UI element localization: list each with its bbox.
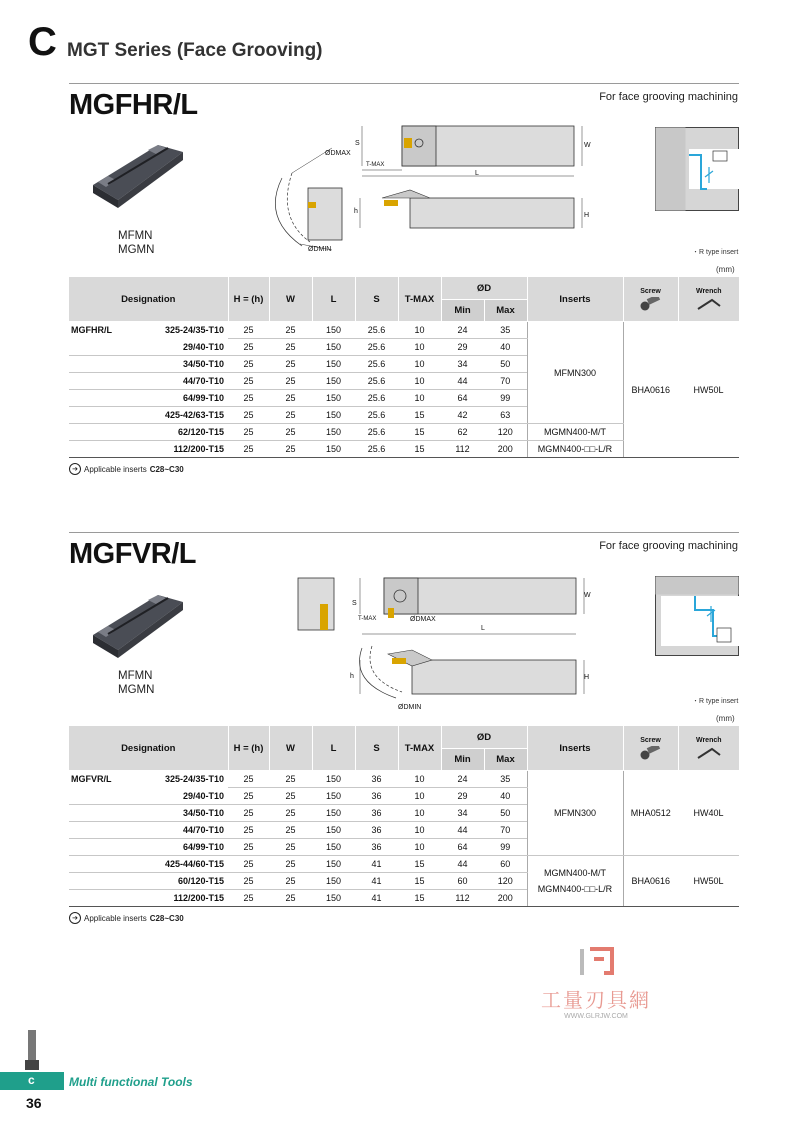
col-inserts: Inserts (527, 726, 623, 771)
cell-t: 15 (398, 890, 441, 907)
cell-h: 25 (228, 339, 269, 356)
section-title: MGFVR/L (69, 538, 196, 570)
col-w: W (269, 726, 312, 771)
col-screw-label: Screw (640, 736, 661, 744)
cell-w: 25 (269, 788, 312, 805)
cell-max: 200 (484, 441, 527, 458)
tool-icon (22, 1030, 42, 1072)
page-number: 36 (26, 1095, 42, 1111)
col-od-min: Min (441, 300, 484, 322)
cell-min: 34 (441, 805, 484, 822)
cell-w: 25 (269, 407, 312, 424)
applicable-label: Applicable inserts (84, 464, 147, 474)
cell-max: 35 (484, 322, 527, 339)
cell-max: 70 (484, 822, 527, 839)
r-type-note: ・R type insert (692, 698, 739, 705)
row-code: 64/99-T10 (69, 839, 228, 856)
cell-h: 25 (228, 407, 269, 424)
cell-s: 25.6 (355, 339, 398, 356)
dim-s: S (352, 600, 357, 607)
cell-h: 25 (228, 356, 269, 373)
section-divider (69, 83, 739, 84)
cell-s: 36 (355, 822, 398, 839)
wrench-icon (696, 297, 722, 311)
watermark (528, 945, 664, 1020)
cell-t: 10 (398, 339, 441, 356)
footer-section-name: Multi functional Tools (69, 1075, 193, 1089)
cell-w: 25 (269, 441, 312, 458)
cell-h: 25 (228, 390, 269, 407)
cell-min: 44 (441, 822, 484, 839)
cell-insert: MFMN300 (527, 322, 623, 424)
dim-dmax: ØDMAX (325, 150, 351, 157)
cell-s: 25.6 (355, 356, 398, 373)
cell-l: 150 (312, 339, 355, 356)
insert-b1: MGMN400-M/T (543, 868, 606, 878)
cell-l: 150 (312, 424, 355, 441)
cell-s: 41 (355, 890, 398, 907)
cell-h: 25 (228, 441, 269, 458)
chapter-letter: C (28, 20, 57, 64)
application-drawing (655, 576, 739, 656)
col-od: ØD (441, 277, 527, 300)
cell-wrench: HW40L (678, 771, 739, 856)
cell-h: 25 (228, 805, 269, 822)
arrow-circle-icon: ➔ (69, 463, 81, 475)
row-code: 34/50-T10 (69, 356, 228, 373)
col-designation: Designation (69, 277, 228, 322)
row-code: 34/50-T10 (69, 805, 228, 822)
dim-dmin: ØDMIN (308, 246, 332, 253)
cell-max: 63 (484, 407, 527, 424)
page-title: MGT Series (Face Grooving) (67, 40, 323, 61)
row-code: 60/120-T15 (69, 873, 228, 890)
cell-w: 25 (269, 873, 312, 890)
dim-tmax: T-MAX (358, 616, 377, 622)
cell-h: 25 (228, 373, 269, 390)
cell-min: 62 (441, 424, 484, 441)
insert-label-mfmn: MFMN (118, 230, 153, 242)
cell-max: 40 (484, 339, 527, 356)
cell-w: 25 (269, 322, 312, 339)
row-code: 64/99-T10 (69, 390, 228, 407)
cell-l: 150 (312, 441, 355, 458)
dim-l: L (481, 625, 485, 632)
cell-t: 10 (398, 788, 441, 805)
applicable-ref: C28~C30 (149, 464, 184, 474)
row-code: 325-24/35-T10 (164, 325, 224, 335)
cell-min: 60 (441, 873, 484, 890)
cell-w: 25 (269, 771, 312, 788)
chapter-tab[interactable] (0, 1072, 64, 1090)
row-code: 112/200-T15 (69, 441, 228, 458)
insert-label-mfmn: MFMN (118, 670, 153, 682)
row-code: 44/70-T10 (69, 373, 228, 390)
cell-min: 29 (441, 788, 484, 805)
cell-l: 150 (312, 356, 355, 373)
applicable-ref: C28~C30 (149, 913, 184, 923)
row-code: 29/40-T10 (69, 339, 228, 356)
cell-t: 10 (398, 356, 441, 373)
cell-s: 25.6 (355, 373, 398, 390)
screw-icon (640, 297, 662, 311)
cell-l: 150 (312, 839, 355, 856)
section-divider (69, 532, 739, 533)
cell-t: 10 (398, 771, 441, 788)
cell-t: 15 (398, 407, 441, 424)
cell-wrench: HW50L (678, 856, 739, 907)
dim-l: L (475, 170, 479, 177)
cell-w: 25 (269, 822, 312, 839)
cell-h: 25 (228, 873, 269, 890)
col-od-min: Min (441, 749, 484, 771)
applicable-label: Applicable inserts (84, 913, 147, 923)
cell-screw: BHA0616 (623, 856, 678, 907)
cell-h: 25 (228, 890, 269, 907)
cell-max: 60 (484, 856, 527, 873)
cell-min: 64 (441, 839, 484, 856)
cell-l: 150 (312, 322, 355, 339)
cell-w: 25 (269, 424, 312, 441)
cell-max: 50 (484, 356, 527, 373)
cell-min: 44 (441, 856, 484, 873)
col-s: S (355, 726, 398, 771)
row-code: 112/200-T15 (69, 890, 228, 907)
holder-drawing (292, 574, 607, 714)
col-s: S (355, 277, 398, 322)
cell-w: 25 (269, 839, 312, 856)
col-screw-label: Screw (640, 287, 661, 295)
insert-labels (118, 669, 154, 697)
arrow-circle-icon: ➔ (69, 912, 81, 924)
row-code: 44/70-T10 (69, 822, 228, 839)
cell-t: 10 (398, 822, 441, 839)
col-designation: Designation (69, 726, 228, 771)
holder-drawing (262, 118, 607, 258)
cell-w: 25 (269, 856, 312, 873)
col-tmax: T-MAX (398, 277, 441, 322)
cell-s: 25.6 (355, 322, 398, 339)
cell-t: 15 (398, 424, 441, 441)
dim-dmax: ØDMAX (410, 616, 436, 623)
cell-max: 70 (484, 373, 527, 390)
cell-h: 25 (228, 856, 269, 873)
cell-l: 150 (312, 771, 355, 788)
cell-min: 24 (441, 322, 484, 339)
cell-h: 25 (228, 424, 269, 441)
cell-screw: MHA0512 (623, 771, 678, 856)
cell-max: 200 (484, 890, 527, 907)
cell-min: 44 (441, 373, 484, 390)
dim-h-upper: H (584, 212, 590, 219)
cell-s: 25.6 (355, 390, 398, 407)
col-screw (623, 277, 678, 322)
col-w: W (269, 277, 312, 322)
cell-insert: MFMN300 (527, 771, 623, 856)
col-tmax: T-MAX (398, 726, 441, 771)
cell-t: 15 (398, 856, 441, 873)
dim-w: W (584, 592, 591, 599)
cell-s: 41 (355, 873, 398, 890)
cell-t: 10 (398, 373, 441, 390)
wrench-icon (696, 746, 722, 760)
cell-h: 25 (228, 839, 269, 856)
row-code: 325-24/35-T10 (164, 774, 224, 784)
cell-l: 150 (312, 373, 355, 390)
section-description: For face grooving machining (599, 91, 738, 103)
cell-s: 36 (355, 805, 398, 822)
insert-label-mgmn: MGMN (118, 244, 155, 256)
cell-w: 25 (269, 390, 312, 407)
cell-w: 25 (269, 805, 312, 822)
col-h: H = (h) (228, 277, 269, 322)
row-code: 29/40-T10 (69, 788, 228, 805)
col-od-max: Max (484, 749, 527, 771)
cell-insert: MGMN400-M/T (527, 424, 623, 441)
cell-s: 25.6 (355, 424, 398, 441)
cell-screw: BHA0616 (623, 322, 678, 458)
dim-s: S (355, 140, 360, 147)
dim-dmin: ØDMIN (398, 704, 422, 711)
row-code: 425-42/63-T15 (69, 407, 228, 424)
insert-labels (118, 229, 154, 257)
cell-l: 150 (312, 788, 355, 805)
cell-l: 150 (312, 805, 355, 822)
cell-t: 10 (398, 839, 441, 856)
cell-l: 150 (312, 390, 355, 407)
cell-l: 150 (312, 407, 355, 424)
series-name: MGFVR/L (71, 774, 112, 784)
dim-h-lower: h (350, 673, 354, 680)
col-od: ØD (441, 726, 527, 749)
cell-l: 150 (312, 873, 355, 890)
series-name: MGFHR/L (71, 325, 112, 335)
cell-min: 112 (441, 441, 484, 458)
col-wrench-label: Wrench (695, 736, 722, 744)
cell-t: 10 (398, 390, 441, 407)
cell-s: 25.6 (355, 441, 398, 458)
cell-min: 29 (441, 339, 484, 356)
cell-t: 10 (398, 322, 441, 339)
cell-max: 99 (484, 390, 527, 407)
screw-icon (640, 746, 662, 760)
dim-h-upper: H (584, 674, 590, 681)
application-drawing (655, 127, 739, 211)
cell-max: 40 (484, 788, 527, 805)
insert-b2: MGMN400-□□-L/R (537, 884, 613, 894)
cell-max: 50 (484, 805, 527, 822)
cell-min: 34 (441, 356, 484, 373)
cell-s: 36 (355, 839, 398, 856)
cell-w: 25 (269, 373, 312, 390)
spec-table (69, 726, 739, 907)
cell-insert: MGMN400-□□-L/R (527, 441, 623, 458)
cell-w: 25 (269, 356, 312, 373)
col-wrench (678, 277, 739, 322)
cell-min: 64 (441, 390, 484, 407)
unit-label: (mm) (716, 265, 735, 274)
col-od-max: Max (484, 300, 527, 322)
applicable-note[interactable] (69, 463, 184, 475)
dim-h-lower: h (354, 208, 358, 215)
table-row (69, 322, 739, 339)
watermark-url: WWW.GLRJW.COM (564, 1013, 628, 1020)
cell-min: 112 (441, 890, 484, 907)
insert-image (88, 590, 188, 665)
cell-s: 36 (355, 771, 398, 788)
cell-s: 25.6 (355, 407, 398, 424)
col-wrench-label: Wrench (695, 287, 722, 295)
watermark-logo-icon (576, 945, 616, 979)
applicable-note[interactable] (69, 912, 184, 924)
cell-w: 25 (269, 339, 312, 356)
insert-image (88, 140, 188, 215)
cell-min: 42 (441, 407, 484, 424)
cell-wrench: HW50L (678, 322, 739, 458)
cell-h: 25 (228, 822, 269, 839)
col-l: L (312, 726, 355, 771)
cell-min: 24 (441, 771, 484, 788)
cell-max: 120 (484, 873, 527, 890)
section-title: MGFHR/L (69, 89, 198, 121)
table-row (69, 856, 739, 873)
cell-t: 15 (398, 873, 441, 890)
cell-h: 25 (228, 788, 269, 805)
dim-tmax: T-MAX (366, 162, 385, 168)
table-row (69, 771, 739, 788)
cell-w: 25 (269, 890, 312, 907)
cell-max: 99 (484, 839, 527, 856)
insert-label-mgmn: MGMN (118, 684, 155, 696)
cell-l: 150 (312, 822, 355, 839)
cell-s: 36 (355, 788, 398, 805)
section-description: For face grooving machining (599, 540, 738, 552)
col-wrench (678, 726, 739, 771)
col-inserts: Inserts (527, 277, 623, 322)
cell-t: 10 (398, 805, 441, 822)
row-code: 425-44/60-T15 (69, 856, 228, 873)
row-code: 62/120-T15 (69, 424, 228, 441)
cell-h: 25 (228, 771, 269, 788)
col-h: H = (h) (228, 726, 269, 771)
cell-l: 150 (312, 890, 355, 907)
chapter-tab-letter: c (28, 1073, 35, 1087)
col-l: L (312, 277, 355, 322)
watermark-chinese: 工量刃具網 (541, 990, 651, 1012)
col-screw (623, 726, 678, 771)
cell-h: 25 (228, 322, 269, 339)
spec-table (69, 277, 739, 458)
cell-max: 120 (484, 424, 527, 441)
cell-insert (527, 856, 623, 907)
unit-label: (mm) (716, 714, 735, 723)
cell-max: 35 (484, 771, 527, 788)
cell-t: 15 (398, 441, 441, 458)
cell-l: 150 (312, 856, 355, 873)
r-type-note: ・R type insert (692, 249, 739, 256)
cell-s: 41 (355, 856, 398, 873)
dim-w: W (584, 142, 591, 149)
